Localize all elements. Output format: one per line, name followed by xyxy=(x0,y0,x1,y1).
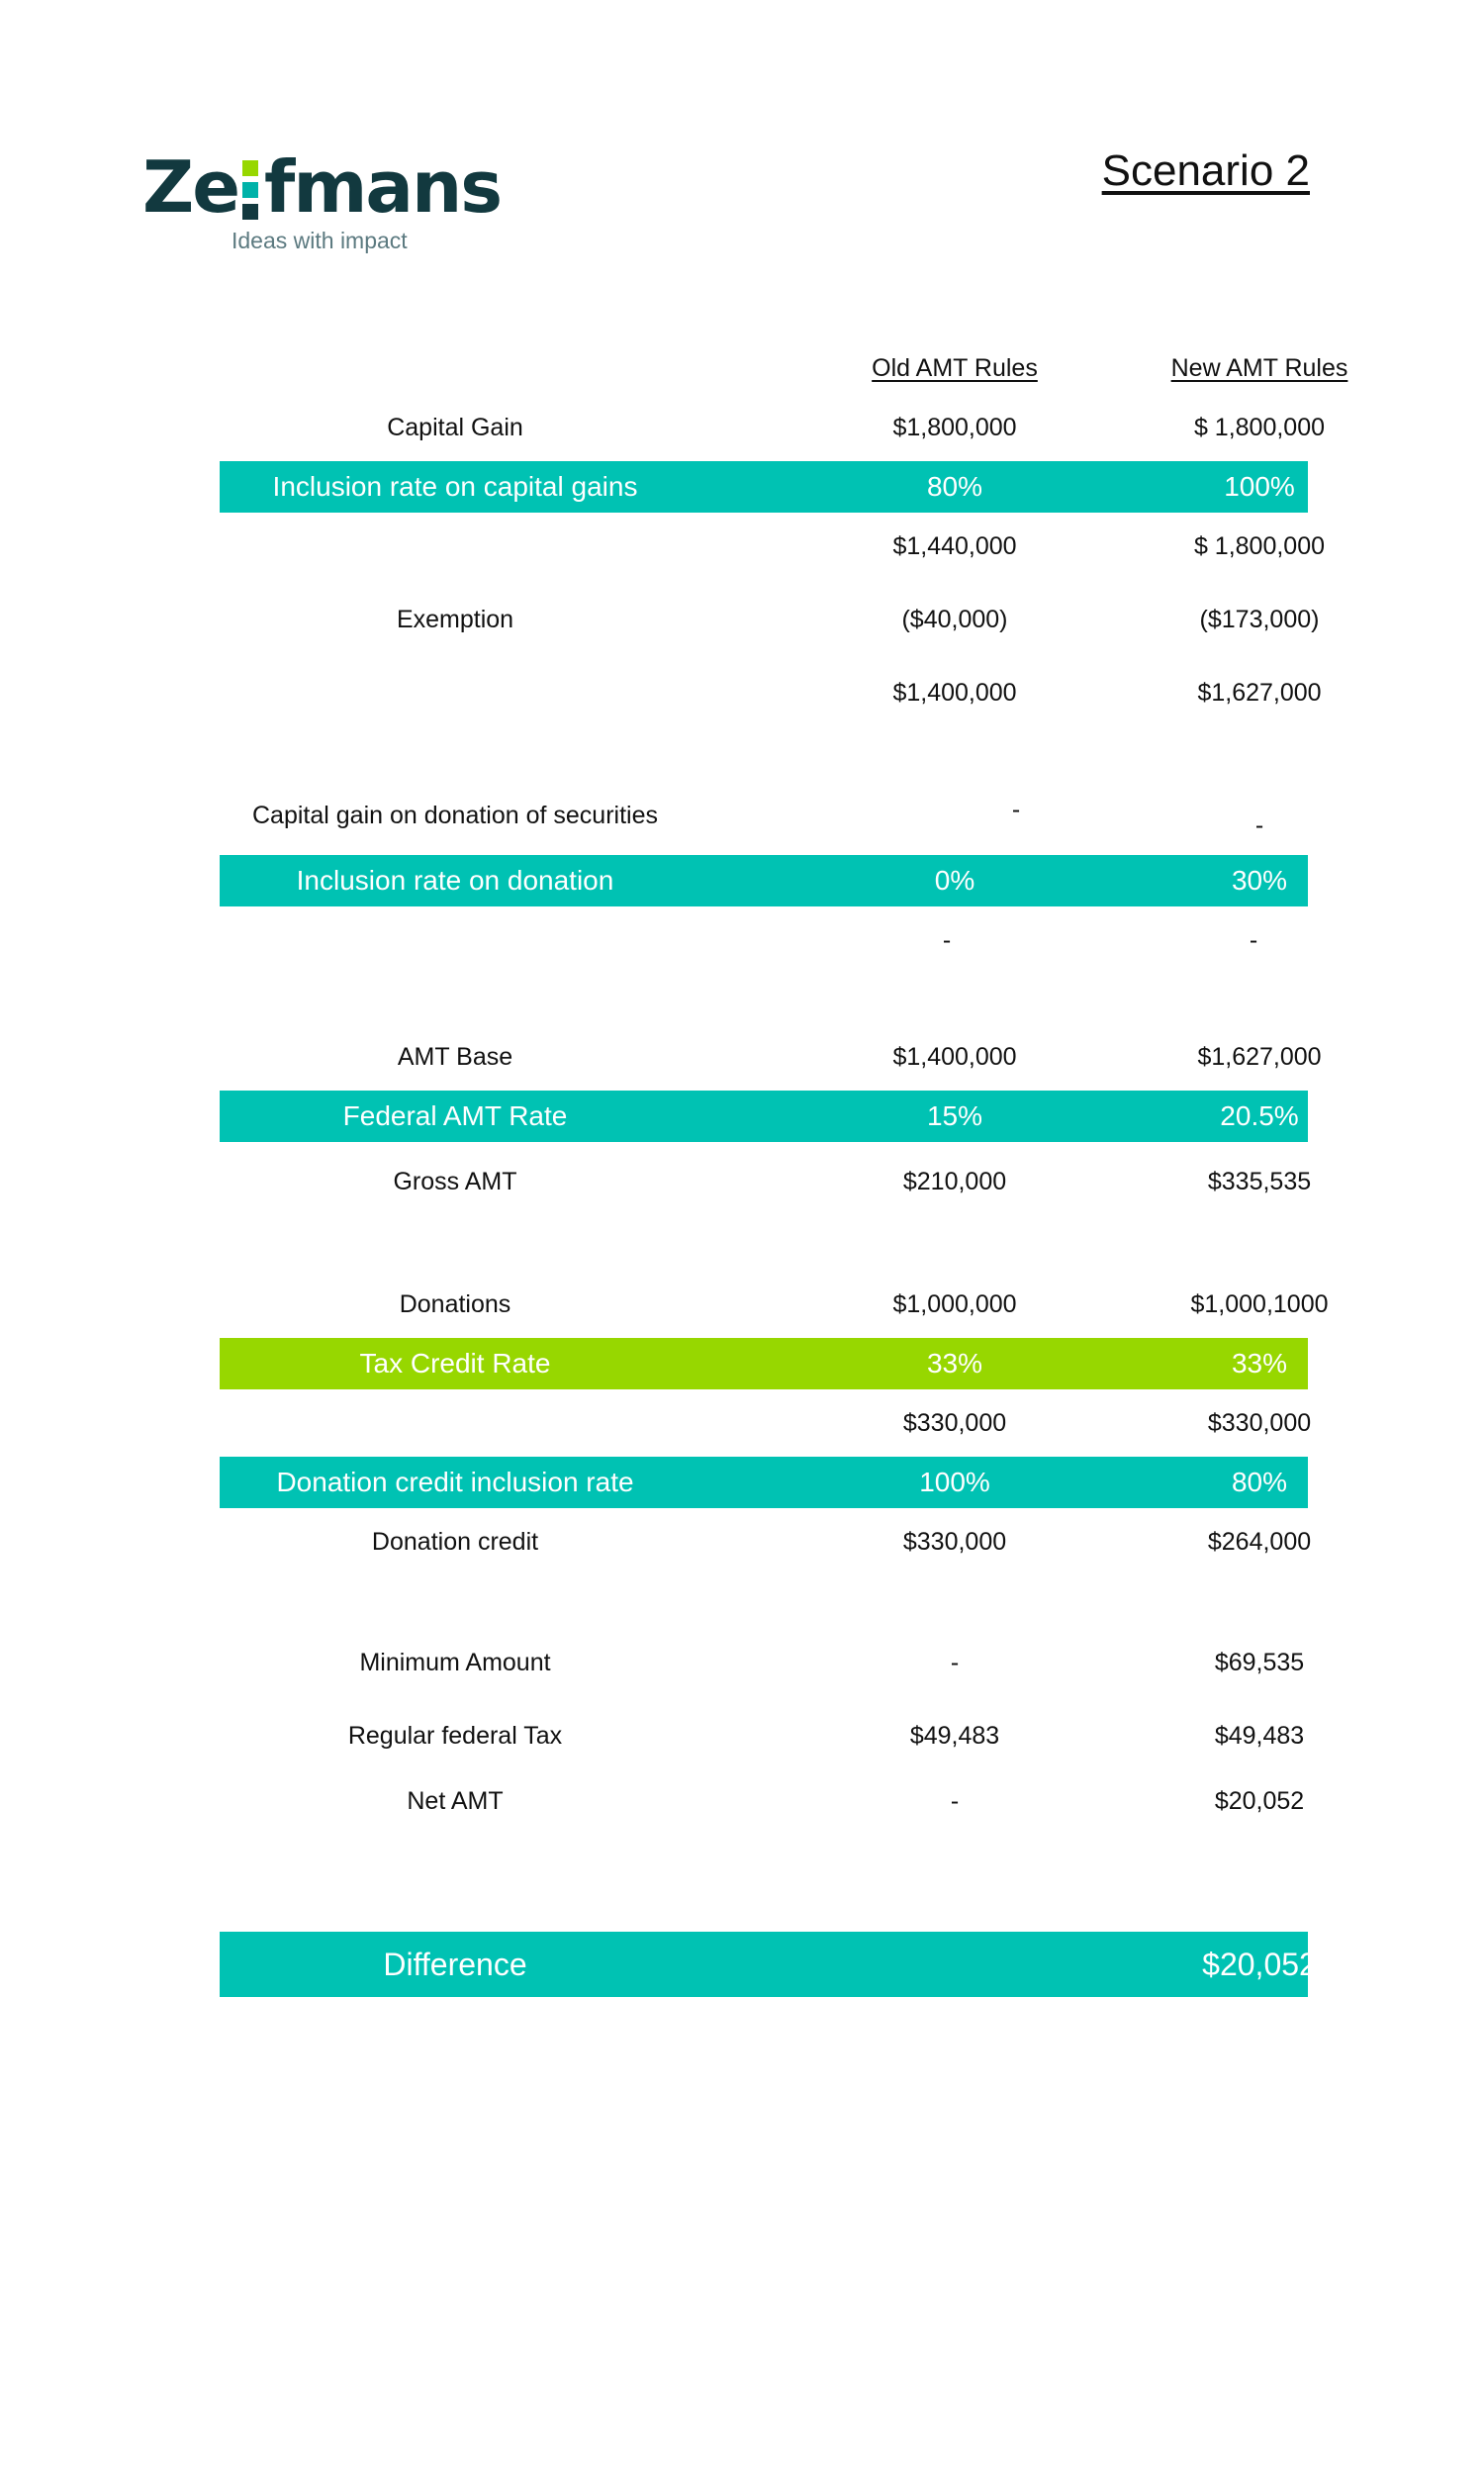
logo-word-right: fmans xyxy=(264,145,502,229)
row-label: Net AMT xyxy=(407,1786,504,1815)
row-old-value: 33% xyxy=(926,1348,983,1379)
row-old-value: 100% xyxy=(919,1467,990,1497)
logo-square-mark-icon xyxy=(242,160,260,220)
row-new-value: $1,627,000 xyxy=(1197,678,1322,707)
row-old-value: $330,000 xyxy=(902,1408,1007,1437)
row-old-value: - xyxy=(1011,795,1021,823)
row-label: Donations xyxy=(399,1289,511,1318)
row-old-value: $1,000,000 xyxy=(892,1289,1017,1318)
row-new-value: 33% xyxy=(1231,1348,1288,1379)
table-row-highlight xyxy=(220,1457,1308,1508)
row-old-value: - xyxy=(950,1648,960,1676)
row-new-value: $330,000 xyxy=(1207,1408,1312,1437)
row-label: Minimum Amount xyxy=(359,1648,551,1676)
row-new-value: - xyxy=(1249,925,1258,954)
row-old-value: ($40,000) xyxy=(901,605,1008,633)
row-old-value: $330,000 xyxy=(902,1527,1007,1556)
row-new-value: - xyxy=(1254,810,1264,839)
row-new-value: ($173,000) xyxy=(1199,605,1320,633)
row-label: Inclusion rate on capital gains xyxy=(272,471,638,502)
logo-word-left: Ze xyxy=(142,145,239,229)
table-row xyxy=(220,402,1326,453)
row-new-value: 30% xyxy=(1231,865,1288,896)
header-new-amt-rules: New AMT Rules xyxy=(1170,353,1348,382)
table-row xyxy=(220,521,1326,572)
row-label xyxy=(220,1397,691,1449)
table-row xyxy=(220,667,1322,718)
row-label: Tax Credit Rate xyxy=(359,1348,551,1379)
row-old-value: - xyxy=(942,925,952,954)
row-old-value: 0% xyxy=(934,865,975,896)
row-new-value: $ 1,800,000 xyxy=(1193,413,1326,441)
row-label: AMT Base xyxy=(397,1042,513,1071)
row-new-value: $1,000,1000 xyxy=(1190,1289,1329,1318)
table-row-highlight xyxy=(220,855,1308,906)
header-old-amt-rules: Old AMT Rules xyxy=(872,353,1038,382)
row-old-value: - xyxy=(950,1786,960,1815)
table-row xyxy=(220,1156,1312,1207)
row-label: Donation credit xyxy=(371,1527,539,1556)
row-label: Capital Gain xyxy=(387,413,523,441)
row-label: Exemption xyxy=(396,605,514,633)
difference-row xyxy=(220,1932,1317,1997)
row-old-value: $1,400,000 xyxy=(892,678,1017,707)
row-label: Capital gain on donation of securities xyxy=(252,801,658,829)
row-new-value: 20.5% xyxy=(1220,1100,1299,1131)
table-row xyxy=(220,1279,1329,1330)
table-header-row xyxy=(220,342,1348,394)
table-row xyxy=(220,1775,1308,1827)
row-new-value: $20,052 xyxy=(1214,1786,1305,1815)
row-new-value: $49,483 xyxy=(1214,1721,1305,1750)
table-row-highlight xyxy=(220,1338,1308,1389)
row-old-value: $1,440,000 xyxy=(892,531,1017,560)
row-new-value: $264,000 xyxy=(1207,1527,1312,1556)
difference-old-value xyxy=(831,1932,1078,1997)
row-new-value: $1,627,000 xyxy=(1197,1042,1322,1071)
table-row xyxy=(220,1031,1322,1083)
logo-tagline: Ideas with impact xyxy=(232,228,408,253)
table-row xyxy=(220,1710,1308,1761)
difference-new-value: $20,052 xyxy=(1202,1946,1317,1982)
row-old-value: $1,800,000 xyxy=(892,413,1017,441)
logo-wordmark xyxy=(142,145,502,229)
row-new-value: $335,535 xyxy=(1207,1167,1312,1195)
row-old-value: 80% xyxy=(926,471,983,502)
row-old-value: 15% xyxy=(926,1100,983,1131)
row-label xyxy=(220,667,691,718)
row-new-value: $69,535 xyxy=(1214,1648,1305,1676)
row-new-value: 100% xyxy=(1224,471,1295,502)
table-row xyxy=(220,1516,1312,1568)
zeifmans-logo xyxy=(142,145,502,257)
table-row-highlight xyxy=(220,461,1308,513)
row-label: Gross AMT xyxy=(393,1167,517,1195)
row-new-value: 80% xyxy=(1231,1467,1288,1497)
row-label: Inclusion rate on donation xyxy=(296,865,614,896)
row-label: Donation credit inclusion rate xyxy=(276,1467,634,1497)
table-row-highlight xyxy=(220,1091,1308,1142)
row-old-value: $1,400,000 xyxy=(892,1042,1017,1071)
table-row xyxy=(220,1637,1308,1688)
table-row xyxy=(220,594,1320,645)
page-title: Scenario 2 xyxy=(1101,146,1310,195)
row-label xyxy=(220,521,691,572)
table-row xyxy=(220,914,1308,966)
table-row xyxy=(220,790,1308,841)
row-old-value: $210,000 xyxy=(902,1167,1007,1195)
row-label: Federal AMT Rate xyxy=(342,1100,568,1131)
difference-label: Difference xyxy=(383,1946,527,1982)
row-old-value: $49,483 xyxy=(909,1721,1000,1750)
row-label xyxy=(220,914,691,966)
row-new-value: $ 1,800,000 xyxy=(1193,531,1326,560)
row-label: Regular federal Tax xyxy=(347,1721,563,1750)
table-row xyxy=(220,1397,1312,1449)
